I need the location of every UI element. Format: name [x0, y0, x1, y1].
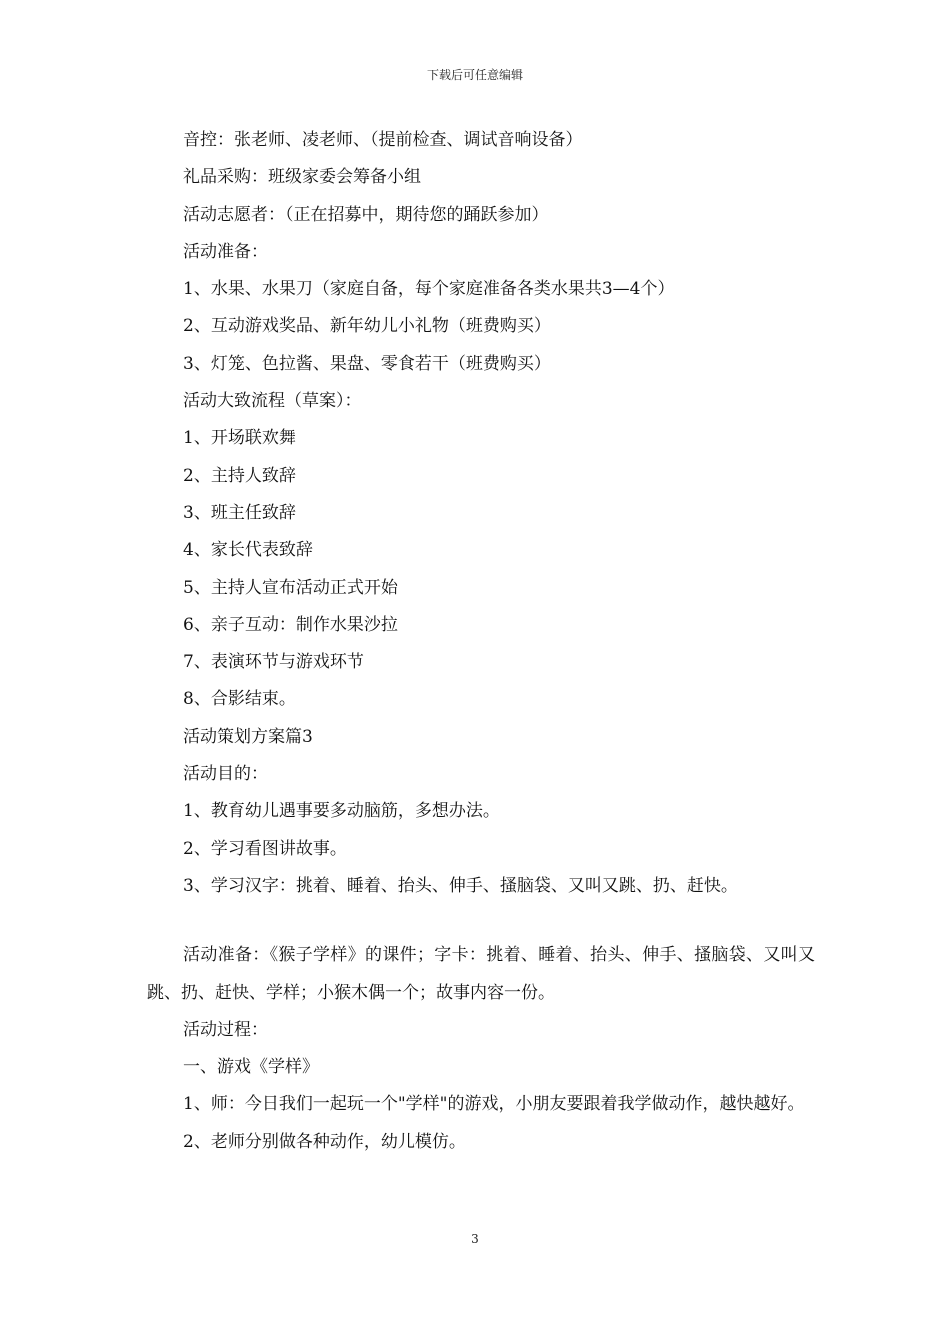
text-line: 一、游戏《学样》 [183, 1057, 319, 1078]
text-line: 4、家长代表致辞 [183, 540, 313, 561]
page-number: 3 [471, 1232, 479, 1246]
text-line: 活动志愿者：（正在招募中，期待您的踊跃参加） [183, 204, 549, 225]
text-line: 活动准备： [183, 241, 268, 262]
text-line: 音控：张老师、凌老师、（提前检查、调试音响设备） [183, 130, 583, 150]
text-line: 2、互动游戏奖品、新年幼儿小礼物（班费购买） [183, 316, 551, 337]
text-line: 1、水果、水果刀（家庭自备，每个家庭准备各类水果共3—4个） [183, 279, 675, 300]
text-line: 6、亲子互动：制作水果沙拉 [183, 614, 398, 635]
text-line: 活动过程： [183, 1019, 268, 1040]
text-line: 3、灯笼、色拉酱、果盘、零食若干（班费购买） [183, 353, 551, 374]
text-line: 5、主持人宣布活动正式开始 [183, 577, 398, 598]
page-header: 下载后可任意编辑 [426, 68, 523, 82]
document-body [147, 122, 815, 1161]
text-line: 活动目的： [183, 764, 268, 785]
text-line: 3、学习汉字：挑着、睡着、抬头、伸手、搔脑袋、又叫又跳、扔、赶快。 [183, 875, 738, 896]
text-line: 3、班主任致辞 [183, 502, 296, 523]
text-line: 2、学习看图讲故事。 [183, 838, 347, 859]
text-line: 7、表演环节与游戏环节 [183, 652, 364, 673]
text-line: 礼品采购：班级家委会筹备小组 [183, 167, 421, 188]
text-line: 活动大致流程（草案）： [183, 391, 362, 412]
text-line: 2、主持人致辞 [183, 465, 296, 486]
text-line: 1、开场联欢舞 [183, 428, 296, 449]
text-line: 2、老师分别做各种动作，幼儿模仿。 [183, 1131, 466, 1152]
text-line: 8、合影结束。 [183, 689, 296, 710]
text-line: 1、教育幼儿遇事要多动脑筋，多想办法。 [183, 801, 500, 822]
section-title: 活动策划方案篇3 [183, 726, 313, 747]
paragraph-preparation: 活动准备：《猴子学样》的课件；字卡：挑着、睡着、抬头、伸手、搔脑袋、又叫又跳、扔、赶快、学样；小猴木偶一个；故事内容一份。 [147, 945, 815, 1003]
paragraph-gap [147, 905, 815, 937]
paragraph-teacher: 1、师：今日我们一起玩一个"学样"的游戏，小朋友要跟着我学做动作，越快越好。 [183, 1094, 805, 1115]
